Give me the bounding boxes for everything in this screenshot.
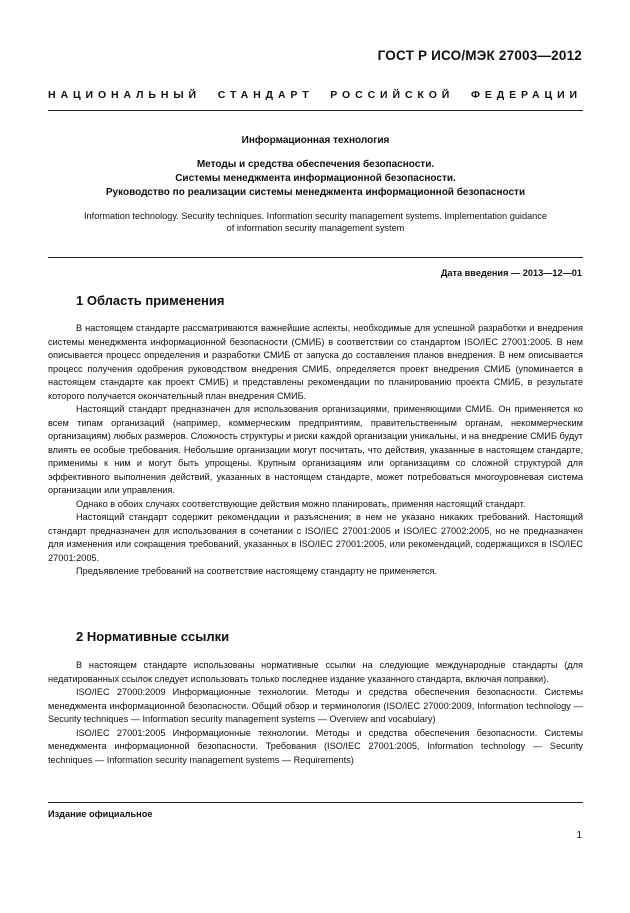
- english-title-line: Information technology. Security techniques. Information security management systems. Implementation guidance: [83, 211, 547, 221]
- top-divider: [48, 110, 583, 111]
- paragraph: Предъявление требований на соответствие настоящему стандарту не применяется.: [76, 566, 438, 576]
- paragraph: В настоящем стандарте использованы нормативные ссылки на следующие международные стандарты (для недатированных ссылок следует использовать только последнее издание указанного стандарта, включая поправки).: [48, 660, 583, 684]
- official-edition-label: Издание официальное: [48, 809, 153, 819]
- title-subtitle: [48, 158, 583, 200]
- title-main: Информационная технология: [241, 135, 390, 146]
- title-divider: [48, 257, 583, 258]
- paragraph: ISO/IEC 27001:2005 Информационные технологии. Методы и средства обеспечения безопасности. Системы менеджмента информационной безопасности. Требования (ISO/IEC 27001:2005, Information technology — Security techniques — Information security management systems — Requirements): [48, 727, 583, 765]
- section-heading-scope: 1 Область применения: [76, 293, 225, 308]
- section-heading-references: 2 Нормативные ссылки: [76, 629, 230, 644]
- section-body-scope: [48, 322, 583, 579]
- paragraph: ISO/IEC 27000:2009 Информационные технологии. Методы и средства обеспечения безопасности. Системы менеджмента информационной безопасности. Общий обзор и терминология (ISO/IEC 27000:2009, Information technology — Security techniques — Information security management systems — Overview and vocabulary): [48, 687, 583, 724]
- paragraph: Однако в обоих случаях соответствующие действия можно планировать, применяя настоящий стандарт.: [76, 498, 526, 509]
- introduction-date: Дата введения — 2013—12—01: [440, 268, 582, 278]
- title-subtitle-line: Системы менеджмента информационной безопасности.: [175, 173, 456, 184]
- national-standard-banner: НАЦИОНАЛЬНЫЙ СТАНДАРТ РОССИЙСКОЙ ФЕДЕРАЦИИ: [48, 89, 582, 101]
- paragraph: Настоящий стандарт предназначен для использования организациями, применяющими СМИБ. Он применяется ко всем типам организаций (например, коммерческим предприятиям, правительственным органам, некоммерческим организациям) любых размеров. Сложность структуры и риски каждой организации уникальны, и на внедрение СМИБ будут влиять ее особые требования. Небольшие организации могут посчитать, что действия, указанные в настоящем стандарте, применимы к ним и могут быть упрощены. Крупным организациям или организациям со сложной структурой для эффективного выполнения действий, указанных в настоящем стандарте, может потребоваться многоуровневая система организации или управления.: [48, 404, 583, 495]
- page-number: 1: [576, 830, 582, 841]
- english-title-line: of information security management system: [226, 223, 405, 233]
- section-body-references: [48, 659, 583, 767]
- footer-divider: [48, 802, 583, 803]
- title-subtitle-line: Руководство по реализации системы менеджмента информационной безопасности: [105, 187, 526, 198]
- english-title: [48, 210, 583, 234]
- document-number: ГОСТ Р ИСО/МЭК 27003—2012: [377, 48, 582, 63]
- title-subtitle-line: Методы и средства обеспечения безопасности.: [196, 159, 435, 170]
- paragraph: В настоящем стандарте рассматриваются важнейшие аспекты, необходимые для успешной разработки и внедрения системы менеджмента информационной безопасности (СМИБ) в соответствии со стандартом ISO/IEC 27001:2005. В нем описывается процесс определения и разработки СМИБ от запуска до составления планов внедрения. В нем описывается процесс получения одобрения руководством внедрения СМИБ, определяется проект внедрения СМИБ (упоминается в настоящем стандарте как проект СМИБ) и представлены рекомендации по планированию проекта СМИБ, в результате которого получается окончательный план внедрения СМИБ.: [48, 323, 583, 401]
- paragraph: Настоящий стандарт содержит рекомендации и разъяснения; в нем не указано никаких требований. Настоящий стандарт предназначен для использования в сочетании с ISO/IEC 27001:2005 и ISO/IEC 27002:2005, но не предназначен для изменения или сокращения требований, указанных в ISO/IEC 27001:2005, или рекомендаций, содержащихся в ISO/IEC 27001:2005.: [48, 512, 583, 563]
